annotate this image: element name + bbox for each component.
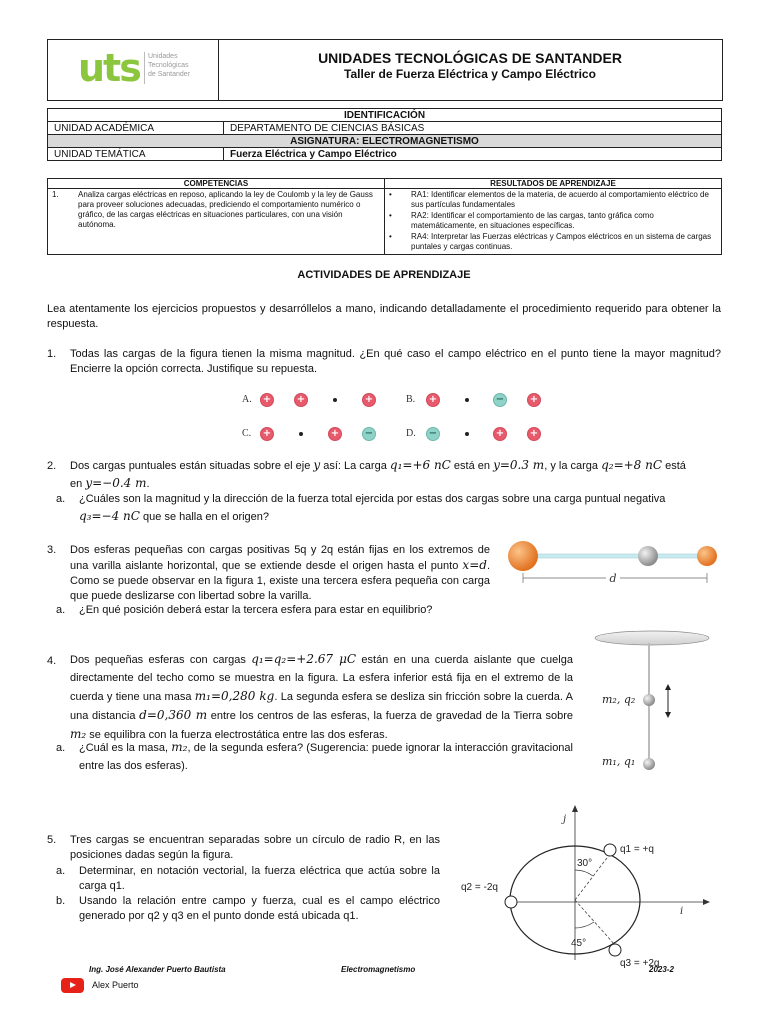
- logo-sub-1: Unidades: [148, 53, 178, 60]
- q2-text-1: Dos cargas puntuales están situadas sobre el eje: [70, 460, 311, 472]
- logo-sub-2: Tecnológicas: [148, 62, 189, 69]
- q1-figure: [236, 388, 556, 448]
- header-subtitle: Taller de Fuerza Eléctrica y Campo Eléctrico: [344, 67, 596, 81]
- q1-option-d: D.: [406, 428, 416, 439]
- q4-text-2: están en una cuerda aislante que cuelga directamente del techo como se muestra en la figura. La esfera inferior está fija en el extremo de la cuerda y tiene una masa: [70, 654, 573, 703]
- bullet-icon: •: [389, 232, 392, 241]
- logo-area: [48, 40, 219, 100]
- q4-number: 4.: [47, 655, 57, 667]
- q5-figure: [455, 800, 725, 980]
- unit-value: DEPARTAMENTO DE CIENCIAS BÁSICAS: [224, 122, 722, 135]
- q4-text-4: entre los centros de las esferas, la fuerza de gravedad de la Tierra sobre: [210, 710, 573, 722]
- q2-number: 2.: [47, 460, 57, 472]
- theme-value: Fuerza Eléctrica y Campo Eléctrico: [224, 148, 722, 161]
- angle-30: 30°: [577, 858, 593, 869]
- footer-period: 2023-2: [649, 965, 674, 974]
- identification-heading: IDENTIFICACIÓN: [48, 109, 722, 122]
- competencies-header: COMPETENCIAS: [48, 179, 385, 189]
- header-title: UNIDADES TECNOLÓGICAS DE SANTANDER: [318, 50, 622, 66]
- label-q3: q3 = +2q: [620, 958, 660, 969]
- identification-table: [47, 108, 722, 161]
- positive-charge: +: [330, 428, 340, 439]
- activities-intro: Lea atentamente los ejercicios propuestos y desarróllelos a mano, indicando detalladamente el procedimiento requerido para obtener la respuesta.: [47, 303, 721, 330]
- q5-a-text: Determinar, en notación vectorial, la fuerza eléctrica que actúa sobre la carga q1.: [79, 865, 440, 892]
- logo-sub-3: de Santander: [148, 71, 191, 78]
- uts-logo: uts: [78, 46, 140, 90]
- q4-a-text-1: ¿Cuál es la masa,: [79, 742, 169, 754]
- charge-q1: [604, 844, 616, 856]
- q2-a-label: a.: [56, 493, 66, 505]
- q4-a-mass-m2: m₂: [171, 740, 188, 754]
- positive-charge: +: [262, 394, 272, 405]
- q2-charge-q2: q₂=+8 nC: [601, 458, 663, 472]
- q1-option-c: C.: [242, 428, 252, 439]
- label-q2: q2 = -2q: [461, 882, 498, 893]
- q2-text-6: en: [70, 478, 83, 490]
- q2-a-line2: [79, 508, 269, 526]
- sphere-m1: [643, 758, 655, 770]
- results-cell: [385, 189, 722, 255]
- label-m1-q1: m₁, q₁: [602, 755, 636, 768]
- q2-line2: [70, 475, 150, 493]
- result-ra1: RA1: Identificar elementos de la materia, de acuerdo al comportamiento eléctrico de sus partículas fundamentales: [411, 190, 709, 209]
- field-point: [333, 398, 337, 402]
- q2-axis: y: [313, 458, 321, 472]
- i-axis-label: i: [680, 906, 684, 917]
- field-point: [299, 432, 303, 436]
- positive-charge: +: [428, 394, 438, 405]
- q2-position-y2: y=−0.4 m: [85, 476, 147, 490]
- q1-option-b: B.: [406, 394, 416, 405]
- q2-text-2: así: La carga: [323, 460, 387, 472]
- q1-text: Todas las cargas de la figura tienen la misma magnitud. ¿En qué caso el campo eléctrico en el punto tiene la mayor magnitud? Encierre la opción correcta. Justifique su repuesta.: [70, 348, 721, 375]
- arrow-down-icon: [665, 712, 671, 718]
- negative-charge: −: [495, 394, 505, 405]
- channel-name[interactable]: Alex Puerto: [92, 980, 139, 990]
- q3-text: [70, 543, 490, 604]
- competency-cell: [48, 189, 385, 255]
- q3-figure: [500, 538, 725, 590]
- q3-xd: x=d: [462, 558, 487, 572]
- j-axis-arrow-icon: [572, 805, 578, 812]
- angle-45: 45°: [571, 938, 587, 949]
- sphere-2q: [697, 546, 717, 566]
- subject-heading: ASIGNATURA: ELECTROMAGNETISMO: [48, 135, 722, 148]
- arrow-up-icon: [665, 684, 671, 690]
- j-axis-label: j: [563, 814, 567, 825]
- q2-a-text: ¿Cuáles son la magnitud y la dirección de la fuerza total ejercida por estas dos cargas sobre una carga puntual negativa: [79, 493, 666, 505]
- result-ra4: RA4: Interpretar las Fuerzas eléctricas y Campos eléctricos en un sistema de cargas puntales y cargas continuas.: [411, 232, 712, 251]
- bullet-icon: •: [389, 211, 392, 220]
- q3-number: 3.: [47, 544, 57, 556]
- q2-charge-q1: q₁=+6 nC: [389, 458, 451, 472]
- negative-charge: −: [428, 428, 438, 439]
- competency-text: Analiza cargas eléctricas en reposo, aplicando la ley de Coulomb y la ley de Gauss para proveer soluciones adecuadas, prediciendo el comportamiento numérico o gráfico, de las cargas eléctricas en situaciones particulares, con una visión autónoma.: [78, 190, 373, 229]
- q4-text-1: Dos pequeñas esferas con cargas: [70, 654, 246, 666]
- q2-a-tail: que se halla en el origen?: [143, 511, 270, 523]
- q2-period: .: [146, 478, 150, 490]
- q2-charge-q3: q₃=−4 nC: [79, 509, 140, 523]
- q2-text-3: está en: [453, 460, 491, 472]
- field-point: [465, 432, 469, 436]
- q4-mass-m2: m₂: [70, 727, 87, 741]
- q5-a-label: a.: [56, 865, 66, 877]
- q4-charges: q₁=q₂=+2.67 μC: [251, 652, 357, 666]
- positive-charge: +: [296, 394, 306, 405]
- q5-b-label: b.: [56, 895, 66, 907]
- bullet-icon: •: [389, 190, 392, 199]
- charge-q2: [505, 896, 517, 908]
- q5-b-text: Usando la relación entre campo y fuerza, cual es el campo eléctrico generado por q2 y q3 en el punto donde está ubicada q1.: [79, 895, 440, 922]
- angle-arc-45: [575, 922, 594, 928]
- competencies-table: [47, 178, 722, 255]
- q2-text-5: está: [665, 460, 686, 472]
- q3-text-b: . Como se puede observar en la figura 1, existe una tercera esfera pequeña con carga que puede deslizarse con libertad sobre la varilla.: [70, 560, 490, 602]
- q5-text: Tres cargas se encuentran separadas sobre un círculo de radio R, en las posiciones dadas según la figura.: [70, 834, 440, 861]
- q3-text-a: Dos esferas pequeñas con cargas positivas 5q y 2q están fijas en los extremos de una varilla aislante horizontal, que se extiende desde el origen hasta el punto: [70, 544, 490, 572]
- q2-line1: [70, 457, 721, 475]
- q1-option-a: A.: [242, 394, 252, 405]
- q3-a-text: ¿En qué posición deberá estar la tercera esfera para estar en equilibrio?: [79, 604, 433, 616]
- angle-arc-30: [575, 870, 593, 876]
- positive-charge: +: [495, 428, 505, 439]
- distance-label: d: [609, 572, 617, 585]
- competency-number: 1.: [52, 190, 59, 199]
- positive-charge: +: [364, 394, 374, 405]
- sphere-m2: [643, 694, 655, 706]
- q4-text: [70, 650, 573, 744]
- header-box: [47, 39, 723, 101]
- label-m2-q2: m₂, q₂: [602, 693, 636, 706]
- sphere-5q: [508, 541, 538, 571]
- i-axis-arrow-icon: [703, 899, 710, 905]
- results-header: RESULTADOS DE APRENDIZAJE: [385, 179, 722, 189]
- result-ra2: RA2: Identificar el comportamiento de las cargas, tanto gráfica como matemáticamente, en situaciones específicas.: [411, 211, 654, 230]
- q2-position-y1: y=0.3 m: [493, 458, 545, 472]
- logo-divider: [144, 52, 145, 84]
- positive-charge: +: [529, 428, 539, 439]
- ceiling: [595, 631, 709, 645]
- positive-charge: +: [262, 428, 272, 439]
- q4-a-label: a.: [56, 742, 66, 754]
- unit-label: UNIDAD ACADÉMICA: [48, 122, 224, 135]
- q5-number: 5.: [47, 834, 57, 846]
- q4-a-text-2: , de la segunda esfera? (Sugerencia: puede ignorar la interacción gravitacional entre las dos esferas).: [79, 742, 573, 772]
- q4-figure: [592, 628, 722, 778]
- q3-a-label: a.: [56, 604, 66, 616]
- q4-mass-m1: m₁=0,280 kg: [194, 689, 275, 703]
- activities-heading: ACTIVIDADES DE APRENDIZAJE: [297, 269, 471, 281]
- negative-charge: −: [364, 428, 374, 439]
- sphere-third: [638, 546, 658, 566]
- positive-charge: +: [529, 394, 539, 405]
- label-q1: q1 = +q: [620, 844, 654, 855]
- youtube-icon[interactable]: [61, 978, 84, 993]
- footer-course: Electromagnetismo: [341, 965, 416, 974]
- q4-distance: d=0,360 m: [139, 708, 208, 722]
- q1-number: 1.: [47, 348, 57, 360]
- theme-label: UNIDAD TEMÁTICA: [48, 148, 224, 161]
- rod: [530, 554, 710, 558]
- footer-author: Ing. José Alexander Puerto Bautista: [89, 965, 226, 974]
- q4-text-3: . La segunda esfera se desliza sin fricción sobre la cuerda. A una distancia: [70, 691, 573, 722]
- q4-text-5: se equilibra con la fuerza electrostática entre las dos esferas.: [89, 729, 388, 741]
- q2-text-4: , y la carga: [544, 460, 599, 472]
- field-point: [465, 398, 469, 402]
- charge-q3: [609, 944, 621, 956]
- q4-a-text: [79, 738, 573, 775]
